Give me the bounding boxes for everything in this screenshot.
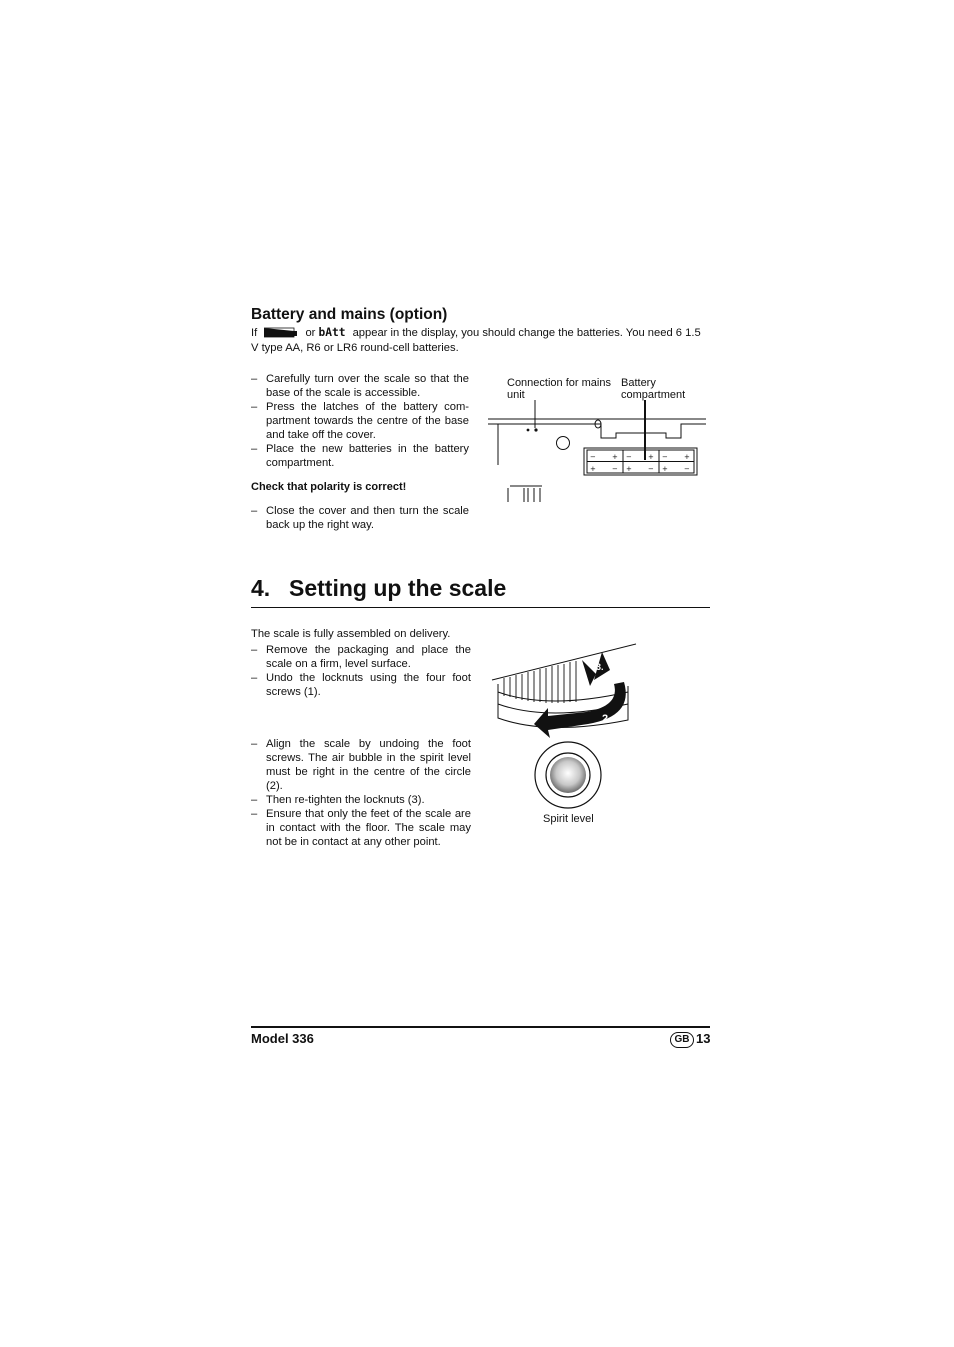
svg-text:+: + bbox=[626, 465, 632, 473]
list-item: – Press the latches of the battery com-partment towards the centre of the base and take off the cover. bbox=[251, 400, 469, 442]
battery-steps bbox=[251, 372, 469, 470]
section-title: Setting up the scale bbox=[289, 575, 507, 601]
footer-model: Model 336 bbox=[251, 1031, 314, 1046]
list-item: – Carefully turn over the scale so that the base of the scale is accessible. bbox=[251, 372, 469, 400]
country-badge: GB bbox=[670, 1032, 694, 1048]
svg-text:+: + bbox=[662, 465, 668, 473]
battery-intro bbox=[251, 325, 711, 356]
batt-display-text: bAtt bbox=[318, 326, 346, 339]
section-number: 4. bbox=[251, 575, 271, 601]
battery-final-steps bbox=[251, 504, 469, 532]
svg-text:−: − bbox=[662, 453, 668, 461]
list-item: – Undo the locknuts using the four foot screws (1). bbox=[251, 671, 471, 699]
svg-text:−: − bbox=[590, 453, 596, 461]
page-number: 13 bbox=[696, 1031, 711, 1046]
intro-rest: appear in the display, you should change the batteries. You need 6 1.5 V type AA, R6 or LR6 round-cell batteries. bbox=[251, 327, 701, 354]
intro-if: If bbox=[251, 327, 258, 339]
arrow-3-label: 3. bbox=[596, 662, 604, 672]
spirit-level-label: Spirit level bbox=[543, 813, 594, 825]
list-item: – Remove the packaging and place the scale on a firm, level surface. bbox=[251, 643, 471, 671]
svg-text:−: − bbox=[684, 465, 690, 473]
polarity-note: Check that polarity is correct! bbox=[251, 481, 407, 493]
list-item: – Then re-tighten the locknuts (3). bbox=[251, 793, 471, 807]
svg-text:+: + bbox=[648, 453, 654, 461]
svg-text:−: − bbox=[648, 465, 654, 473]
list-item: – Ensure that only the feet of the scale are in contact with the floor. The scale may not be in contact at any other point. bbox=[251, 807, 471, 849]
low-battery-icon bbox=[264, 327, 298, 338]
setup-steps-b bbox=[251, 737, 471, 849]
list-item: – Align the scale by undoing the foot screws. The air bubble in the spirit level must be right in the centre of the circle (2). bbox=[251, 737, 471, 793]
battery-heading: Battery and mains (option) bbox=[251, 306, 448, 323]
battery-compartment-diagram bbox=[486, 400, 711, 502]
spirit-level-icon bbox=[533, 740, 603, 810]
svg-text:+: + bbox=[684, 453, 690, 461]
arrow-2-label: 2. bbox=[602, 713, 612, 725]
footer-page-info bbox=[670, 1031, 710, 1049]
footer-rule bbox=[251, 1026, 710, 1028]
svg-text:−: − bbox=[626, 453, 632, 461]
list-item: – Place the new batteries in the battery compartment. bbox=[251, 442, 469, 470]
svg-text:−: − bbox=[612, 465, 618, 473]
foot-screw-diagram bbox=[488, 640, 640, 738]
arrow-1-label: 1. bbox=[580, 674, 588, 684]
setup-steps-a bbox=[251, 643, 471, 699]
section-heading bbox=[251, 575, 506, 602]
svg-text:+: + bbox=[612, 453, 618, 461]
intro-or: or bbox=[305, 327, 316, 339]
label-battery-compartment: Battery compartment bbox=[621, 377, 686, 401]
delivery-note: The scale is fully assembled on delivery. bbox=[251, 628, 451, 640]
svg-text:+: + bbox=[590, 465, 596, 473]
label-connection: Connection for mains unit bbox=[507, 377, 611, 401]
section-rule bbox=[251, 607, 710, 608]
list-item: – Close the cover and then turn the scale back up the right way. bbox=[251, 504, 469, 532]
